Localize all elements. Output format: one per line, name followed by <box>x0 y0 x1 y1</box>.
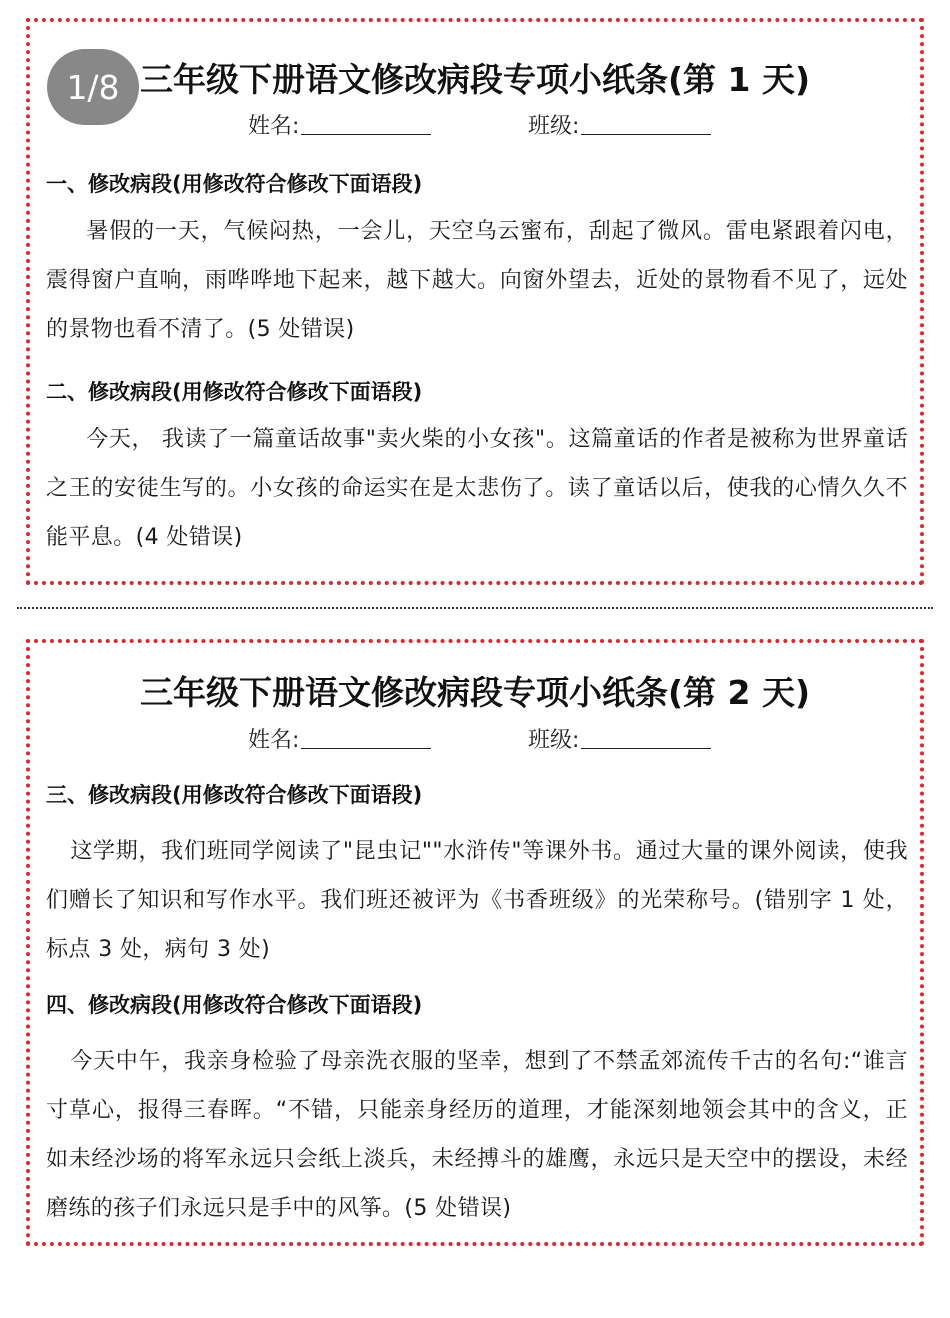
question-2-text: 今天， 我读了一篇童话故事"卖火柴的小女孩"。这篇童话的作者是被称为世界童话之王的安徒生写的。小女孩的命运实在是太悲伤了。读了童话以后，使我的心情久久不能平息。(4 处错误) <box>46 427 908 550</box>
class-field <box>528 109 711 140</box>
name-field <box>248 109 431 140</box>
name-blank-line <box>301 728 431 749</box>
question-2-heading: 二、修改病段(用修改符合修改下面语段) <box>46 380 423 404</box>
section-separator <box>17 607 933 609</box>
page-counter-badge: 1/8 <box>47 49 139 125</box>
class-field <box>528 723 711 754</box>
class-blank-line <box>581 728 711 749</box>
question-4-text: 今天中午，我亲身检验了母亲洗衣服的坚幸，想到了不禁孟郊流传千古的名句:“谁言寸草心，报得三春晖。“不错，只能亲身经历的道理，才能深刻地领会其中的含义，正如未经沙场的将军永远只会纸上淡兵，未经搏斗的雄鹰，永远只是天空中的摆设，未经磨练的孩子们永远只是手中的风筝。(5 处错误) <box>46 1049 908 1221</box>
class-blank-line <box>581 114 711 135</box>
worksheet-card-day-1 <box>26 18 924 585</box>
question-3-text: 这学期，我们班同学阅读了"昆虫记""水浒传"等课外书。通过大量的课外阅读，使我们赠长了知识和写作水平。我们班还被评为《书香班级》的光荣称号。(错别字 1 处，标点 3 处，病句 3 处) <box>46 839 908 962</box>
question-3-heading: 三、修改病段(用修改符合修改下面语段) <box>46 783 423 807</box>
question-4-heading: 四、修改病段(用修改符合修改下面语段) <box>46 993 423 1017</box>
name-blank-line <box>301 114 431 135</box>
name-field <box>248 723 431 754</box>
worksheet-title: 三年级下册语文修改病段专项小纸条(第 1 天) <box>139 60 811 99</box>
worksheet-card-day-2 <box>26 639 924 1246</box>
question-1-heading: 一、修改病段(用修改符合修改下面语段) <box>46 172 423 196</box>
question-1-paragraph <box>46 207 908 354</box>
question-2-paragraph <box>46 415 908 562</box>
question-3-paragraph <box>46 827 908 974</box>
name-label: 姓名: <box>248 728 300 753</box>
worksheet-title: 三年级下册语文修改病段专项小纸条(第 2 天) <box>139 673 811 712</box>
class-label: 班级: <box>528 728 580 753</box>
question-4-paragraph <box>46 1037 908 1233</box>
question-1-text: 暑假的一天，气候闷热，一会儿，天空乌云蜜布，刮起了微风。雷电紧跟着闪电，震得窗户直响，雨哗哗地下起来，越下越大。向窗外望去，近处的景物看不见了，远处的景物也看不清了。(5 处错误) <box>46 219 908 342</box>
name-label: 姓名: <box>248 114 300 139</box>
class-label: 班级: <box>528 114 580 139</box>
